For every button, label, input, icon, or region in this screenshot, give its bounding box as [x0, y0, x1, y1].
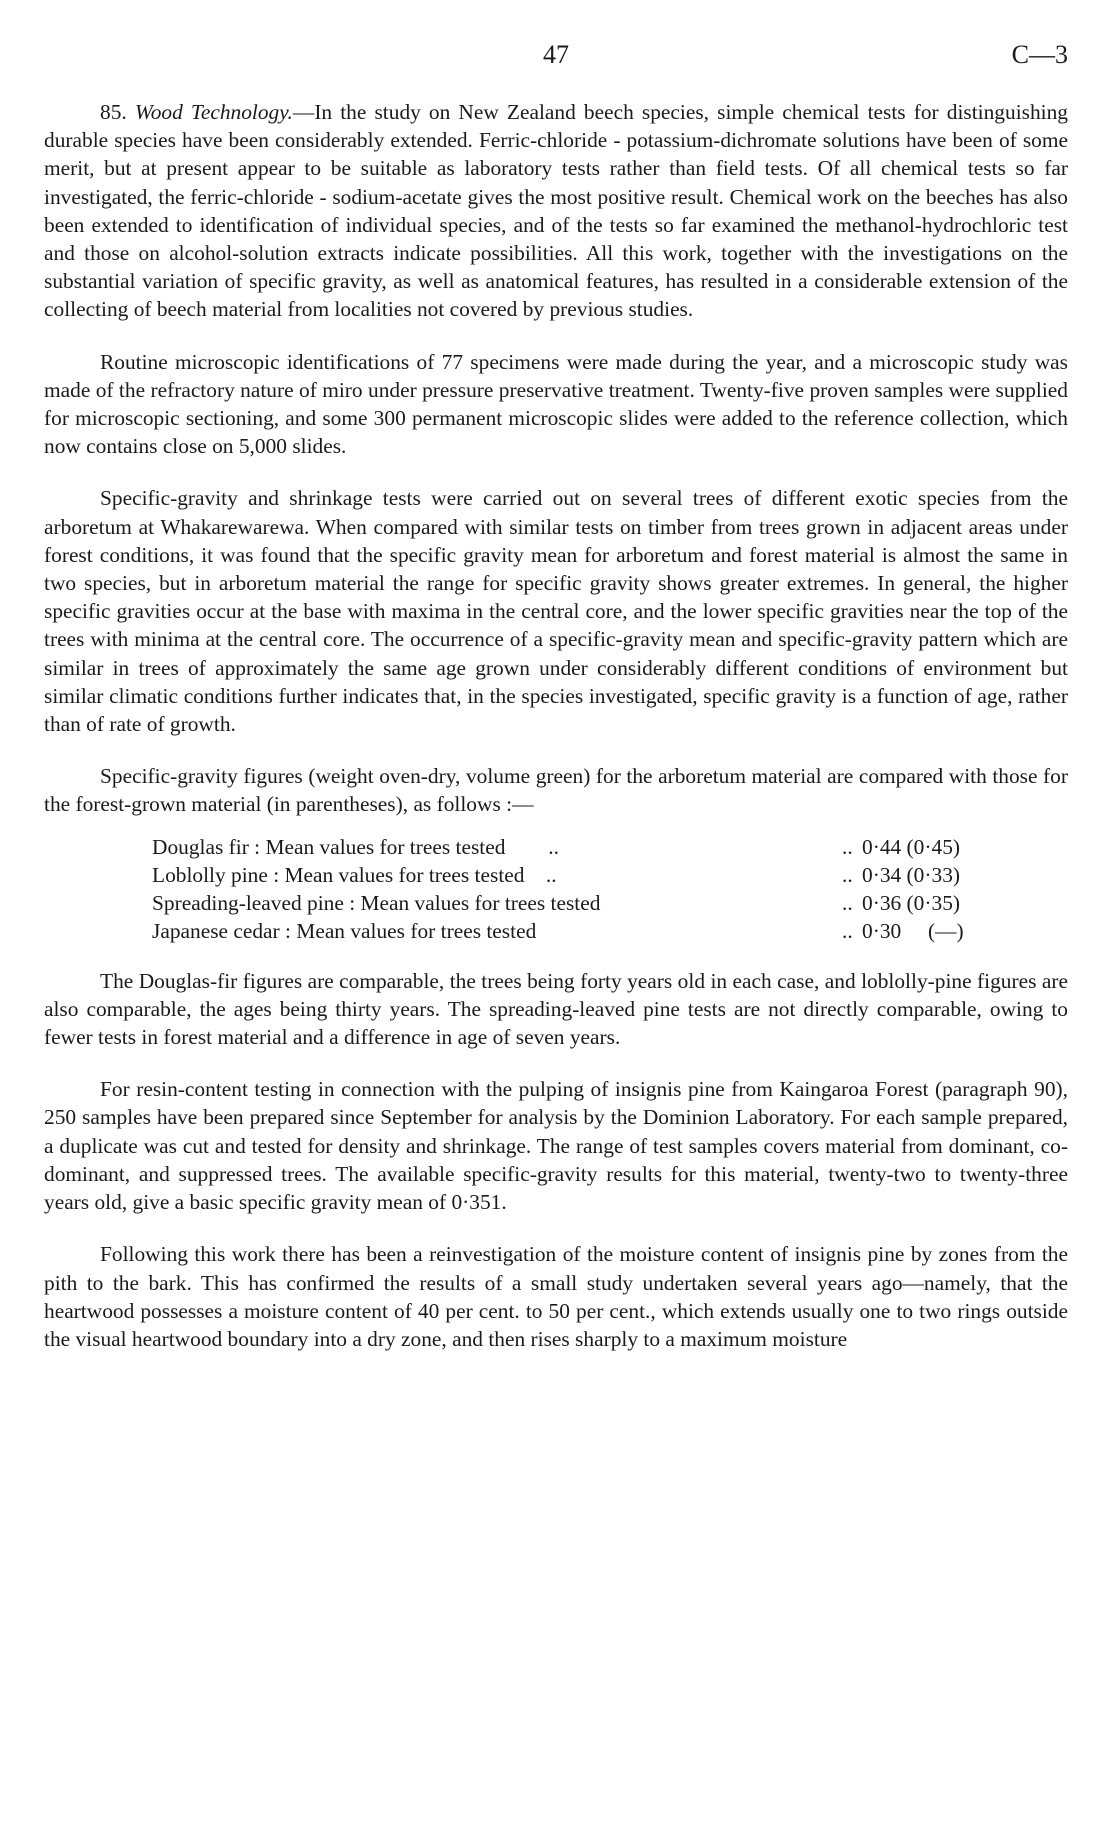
table-row — [152, 833, 964, 861]
paragraph-microscopic: Routine microscopic identifications of 77 specimens were made during the year, and a microscopic study was made of the refractory nature of miro under pressure preservative treatment. Twenty-five proven samples were supplied for microscopic sectioning, and some 300 permanent microscopic slides were added to the reference collection, which now contains close on 5,000 slides. — [44, 349, 1068, 459]
document-page — [44, 40, 1068, 1377]
leader-dots: .. — [842, 918, 853, 943]
species-cell: Douglas fir : Mean values for trees tested .. — [152, 834, 559, 859]
specific-gravity-table — [152, 833, 964, 945]
paragraph-resin-content: For resin-content testing in connection with the pulping of insignis pine from Kaingaroa Forest (paragraph 90), 250 samples have been prepared since September for analysis by the Dominion Laboratory. For each sample prepared, a duplicate was cut and tested for density and shrinkage. The range of test samples covers material from dominant, co-dominant, and suppressed trees. The available specific-gravity results for this material, twenty-two to twenty-three years old, give a basic specific gravity mean of 0·351. — [44, 1077, 1068, 1215]
table-row — [152, 889, 964, 917]
paragraph-moisture-content: Following this work there has been a reinvestigation of the moisture content of insignis pine by zones from the pith to the bark. This has confirmed the results of a small study undertaken several years ago—namely, that the heartwood possesses a moisture content of 40 per cent. to 50 per cent., which extends usually one to two rings outside the visual heartwood boundary into a dry zone, and then rises sharply to a maximum moisture — [44, 1242, 1068, 1351]
page-number: 47 — [543, 40, 569, 69]
leader-dots: .. — [842, 834, 853, 859]
paragraph-specific-gravity: Specific-gravity and shrinkage tests were carried out on several trees of different exotic species from the arboretum at Whakarewarewa. When compared with similar tests on timber from trees grown in adjacent areas under forest conditions, it was found that the specific gravity mean for arboretum and forest material is almost the same in two species, but in arboretum material the range for specific gravity shows greater extremes. In general, the higher specific gravities occur at the base with maxima in the central core, and the lower specific gravities near the top of the trees with minima at the central core. The occurrence of a specific-gravity mean and specific-gravity pattern which are similar in trees of approximately the same age grown under considerably different conditions of environment but similar climatic conditions further indicates that, in the species investigated, specific gravity is a function of age, rather than of rate of growth. — [44, 486, 1068, 737]
paragraph-douglas-fir: The Douglas-fir figures are comparable, the trees being forty years old in each case, and loblolly-pine figures are also comparable, the ages being thirty years. The spreading-leaved pine tests are not directly comparable, owing to fewer tests in forest material and a difference in age of seven years. — [44, 968, 1068, 1050]
value-cell: 0·34 (0·33) — [862, 862, 961, 887]
table-row — [152, 917, 964, 945]
value-cell: 0·44 (0·45) — [862, 834, 961, 859]
species-cell: Loblolly pine : Mean values for trees tested .. — [152, 862, 557, 887]
value-cell: 0·30 (—) — [862, 918, 964, 943]
leader-dots: .. — [842, 890, 853, 915]
paragraph-sg-figures: Specific-gravity figures (weight oven-dry, volume green) for the arboretum material are compared with those for the forest-grown material (in parentheses), as follows :— — [44, 764, 1068, 817]
paragraph-text: In the study on New Zealand beech species, simple chemical tests for distinguishing durable species have been considerably extended. Ferric-chloride - potassium-dichromate solutions have been of some merit, but at present appear to be suitable as laboratory tests rather than field tests. Of all chemical tests so far investigated, the ferric-chloride - sodium-acetate gives the most positive result. Chemical work on the beeches has also been extended to identification of individual species, and of the tests so far examined the methanol-hydrochloric test and those on alcohol-solution extracts indicate possibilities. All this work, together with the investigations on the substantial variation of specific gravity, as well as anatomical features, has resulted in a considerable extension of the collecting of beech material from localities not covered by previous studies. — [44, 100, 1068, 322]
table-row — [152, 861, 964, 889]
value-cell: 0·36 (0·35) — [862, 890, 961, 915]
paragraph-number: 85. — [100, 100, 127, 124]
species-cell: Japanese cedar : Mean values for trees tested — [152, 918, 537, 943]
leader-dots: .. — [842, 862, 853, 887]
page-header — [44, 40, 1068, 80]
heading-dash: — — [292, 100, 315, 124]
species-cell: Spreading-leaved pine : Mean values for trees tested — [152, 890, 601, 915]
paragraph-85 — [44, 98, 1068, 324]
document-reference: C—3 — [1011, 40, 1068, 69]
section-heading: Wood Technology. — [134, 100, 293, 124]
